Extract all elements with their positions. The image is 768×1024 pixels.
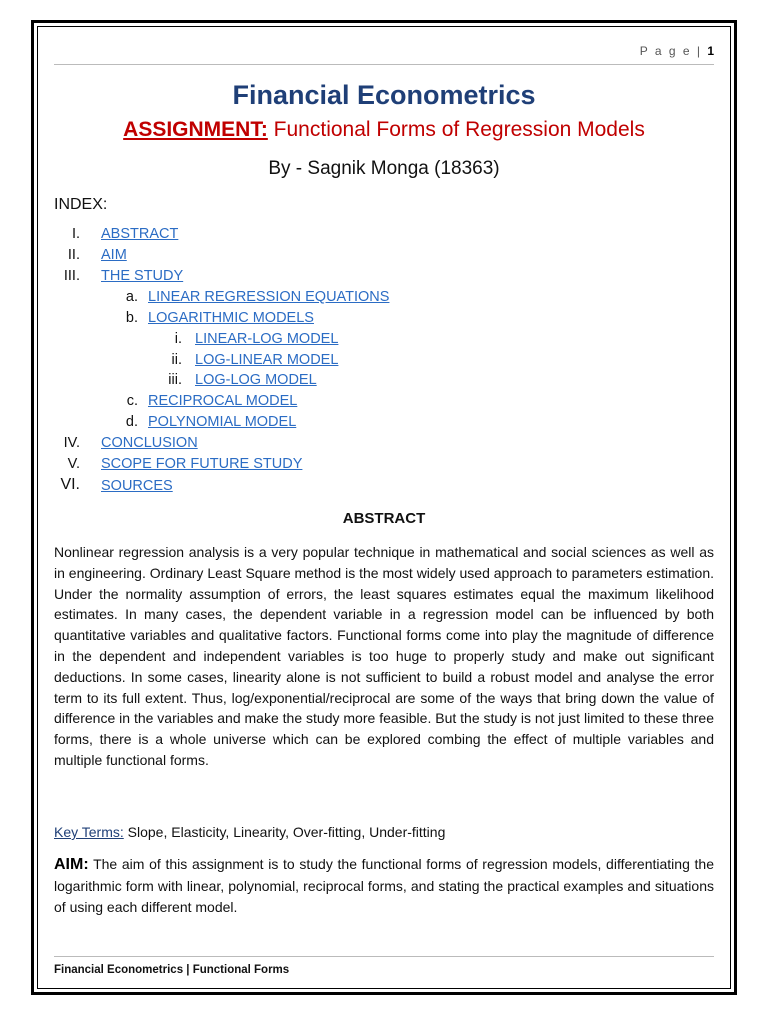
toc-link-logarithmic-models[interactable]: LOGARITHMIC MODELS bbox=[148, 310, 314, 326]
toc-number: b. bbox=[125, 310, 138, 326]
toc-number: c. bbox=[126, 393, 138, 409]
aim-label: AIM: bbox=[54, 856, 89, 873]
toc-link-scope-future-study[interactable]: SCOPE FOR FUTURE STUDY bbox=[101, 456, 303, 472]
page-number-value: 1 bbox=[707, 44, 714, 58]
toc-number: a. bbox=[125, 289, 138, 305]
toc-number: ii. bbox=[171, 352, 182, 368]
toc-link-the-study[interactable]: THE STUDY bbox=[101, 268, 184, 284]
footer-rule bbox=[54, 956, 714, 957]
toc-link-conclusion[interactable]: CONCLUSION bbox=[101, 435, 198, 451]
toc-link-linear-log[interactable]: LINEAR-LOG MODEL bbox=[195, 331, 339, 347]
subtitle-lead: ASSIGNMENT: bbox=[123, 118, 268, 141]
page-label: P a g e | bbox=[639, 44, 702, 58]
toc-number: i. bbox=[174, 331, 182, 347]
document-title: Financial Econometrics bbox=[232, 80, 536, 110]
header-rule bbox=[54, 64, 714, 65]
index-heading: INDEX: bbox=[54, 196, 108, 213]
toc-link-linear-regression[interactable]: LINEAR REGRESSION EQUATIONS bbox=[148, 289, 390, 305]
toc-number: II. bbox=[67, 247, 80, 263]
toc-link-polynomial-model[interactable]: POLYNOMIAL MODEL bbox=[148, 414, 297, 430]
toc-link-abstract[interactable]: ABSTRACT bbox=[101, 226, 179, 242]
aim-paragraph bbox=[54, 854, 714, 917]
toc-number: III. bbox=[63, 268, 80, 284]
key-terms-text: Slope, Elasticity, Linearity, Over-fitting, Under-fitting bbox=[123, 824, 446, 840]
toc-number: V. bbox=[67, 456, 80, 472]
toc-number: VI. bbox=[60, 476, 80, 493]
abstract-paragraph: Nonlinear regression analysis is a very popular technique in mathematical and social sciences as well as in engineering. Ordinary Least Square method is the most widely used approach to parameters estimation. Under the normality assumption of errors, the least squares estimates equal the maximum likelihood estimates. In many cases, the dependent variable in a regression model can be influenced by both quantitative variables and qualitative factors. Functional forms come into play the magnitude of difference in the dependent and independent variables is too huge to properly study and make out significant deductions. In some cases, linearity alone is not sufficient to build a robust model and analyse the error term to its full extent. Thus, log/exponential/reciprocal are some of the ways that bring down the value of difference in the variables and make the study more feasible. But the study is not just limited to these three forms, there is a whole universe which can be explored combing the effect of multiple variables and multiple functional forms. bbox=[54, 544, 714, 768]
toc-link-log-log[interactable]: LOG-LOG MODEL bbox=[195, 372, 317, 388]
toc-link-log-linear[interactable]: LOG-LINEAR MODEL bbox=[195, 352, 339, 368]
author-line: By - Sagnik Monga (18363) bbox=[268, 158, 500, 179]
page-footer: Financial Econometrics | Functional Forms bbox=[54, 964, 290, 976]
subtitle-rest: Functional Forms of Regression Models bbox=[267, 118, 645, 141]
toc-number: IV. bbox=[63, 435, 80, 451]
key-terms-paragraph bbox=[54, 822, 714, 843]
page-number bbox=[640, 44, 714, 58]
toc-link-aim[interactable]: AIM bbox=[101, 247, 127, 263]
aim-text: The aim of this assignment is to study the functional forms of regression models, differentiating the logarithmic form with linear, polynomial, reciprocal forms, and stating the practical examples and situations of using each different model. bbox=[54, 856, 714, 915]
toc-number: iii. bbox=[168, 372, 182, 388]
assignment-subtitle bbox=[0, 118, 768, 142]
key-terms-label: Key Terms: bbox=[54, 824, 124, 840]
toc-number: I. bbox=[71, 226, 80, 242]
toc-link-sources[interactable]: SOURCES bbox=[101, 478, 173, 494]
abstract-heading: ABSTRACT bbox=[342, 510, 426, 527]
toc-link-reciprocal-model[interactable]: RECIPROCAL MODEL bbox=[148, 393, 298, 409]
toc-number: d. bbox=[125, 414, 138, 430]
